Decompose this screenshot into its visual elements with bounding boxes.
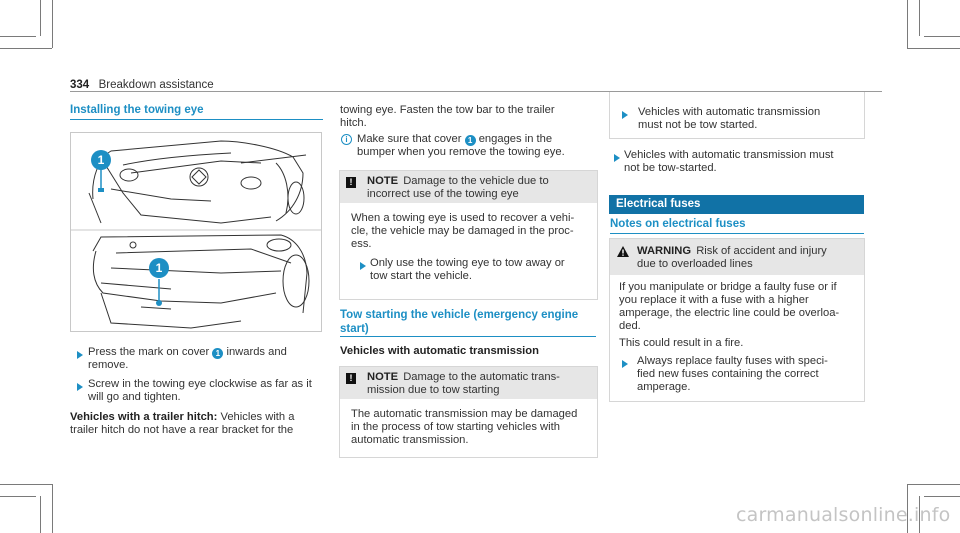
subheading-automatic: Vehicles with automatic transmission [340,345,539,357]
callout-badge: 1 [149,258,169,278]
crop-mark [40,496,41,533]
crop-mark [924,36,960,37]
warning-triangle-icon [617,246,629,257]
warning-body: If you manipulate or bridge a faulty fuse or if you replace it with a fuse with a higher amperage, the electric line could be overloa- ded. [619,281,840,332]
crop-mark [52,0,53,48]
section-title-tow-starting: Tow starting the vehicle (emergency engine start) [340,309,579,335]
trailer-hitch-paragraph: Vehicles with a trailer hitch: Vehicles with a trailer hitch do not have a rear bracket for the [70,411,295,436]
crop-mark [52,484,53,533]
step-arrow-icon [360,262,366,270]
info-note: Make sure that cover 1 engages in the bumper when you remove the towing eye. [357,133,565,158]
crop-mark [0,36,36,37]
step-install-2: Screw in the towing eye clockwise as far as it will go and tighten. [88,378,312,403]
step-no-tow-start: Vehicles with automatic transmission must not be tow-started. [624,149,834,174]
towing-eye-figure [70,132,322,332]
crop-mark [0,496,36,497]
section-rule [70,119,323,120]
section-rule [340,336,596,337]
notice-icon: ! [346,373,356,384]
crop-mark [0,484,52,485]
step-arrow-icon [77,383,83,391]
note-heading: NOTE Damage to the automatic trans- mission due to tow starting [367,371,560,396]
crop-mark [40,0,41,36]
step-arrow-icon [622,360,628,368]
section-rule [610,233,864,234]
crop-mark [907,0,908,48]
chapter-banner-title: Electrical fuses [616,198,701,210]
watermark: carmanualsonline.info [736,504,951,526]
callout-badge: 1 [91,150,111,170]
note-step: Only use the towing eye to tow away or tow start the vehicle. [370,257,565,282]
info-icon: i [341,134,352,145]
warning-step: Always replace faulty fuses with speci- fied new fuses containing the correct amperage. [637,355,828,393]
note-heading: NOTE Damage to the vehicle due to incorrect use of the towing eye [367,175,549,200]
step-arrow-icon [622,111,628,119]
crop-mark [924,496,960,497]
section-title-towing-eye: Installing the towing eye [70,104,204,116]
step-arrow-icon [614,154,620,162]
note-body: When a towing eye is used to recover a vehi- cle, the vehicle may be damaged in the proc- ess. [351,212,575,250]
notice-icon: ! [346,177,356,188]
warning-body-fire: This could result in a fire. [619,337,744,349]
crop-mark [907,48,960,49]
section-title-fuses: Notes on electrical fuses [610,218,746,230]
note-body: The automatic transmission may be damaged in the process of tow starting vehicles with automatic transmission. [351,408,578,446]
step-arrow-icon [77,351,83,359]
crop-mark [907,484,960,485]
warning-heading: WARNING Risk of accident and injury due to overloaded lines [637,245,827,270]
step-install-1: Press the mark on cover 1 inwards and remove. [88,346,287,371]
crop-mark [0,48,52,49]
note-step: Vehicles with automatic transmission must not be tow started. [638,106,821,131]
crop-mark [919,0,920,36]
running-title: Breakdown assistance [98,79,214,91]
callout-badge: 1 [465,135,476,146]
page-number: 334 [70,79,90,91]
towing-eye-paragraph-cont: towing eye. Fasten the tow bar to the trailer hitch. [340,104,555,129]
callout-badge: 1 [212,348,223,359]
